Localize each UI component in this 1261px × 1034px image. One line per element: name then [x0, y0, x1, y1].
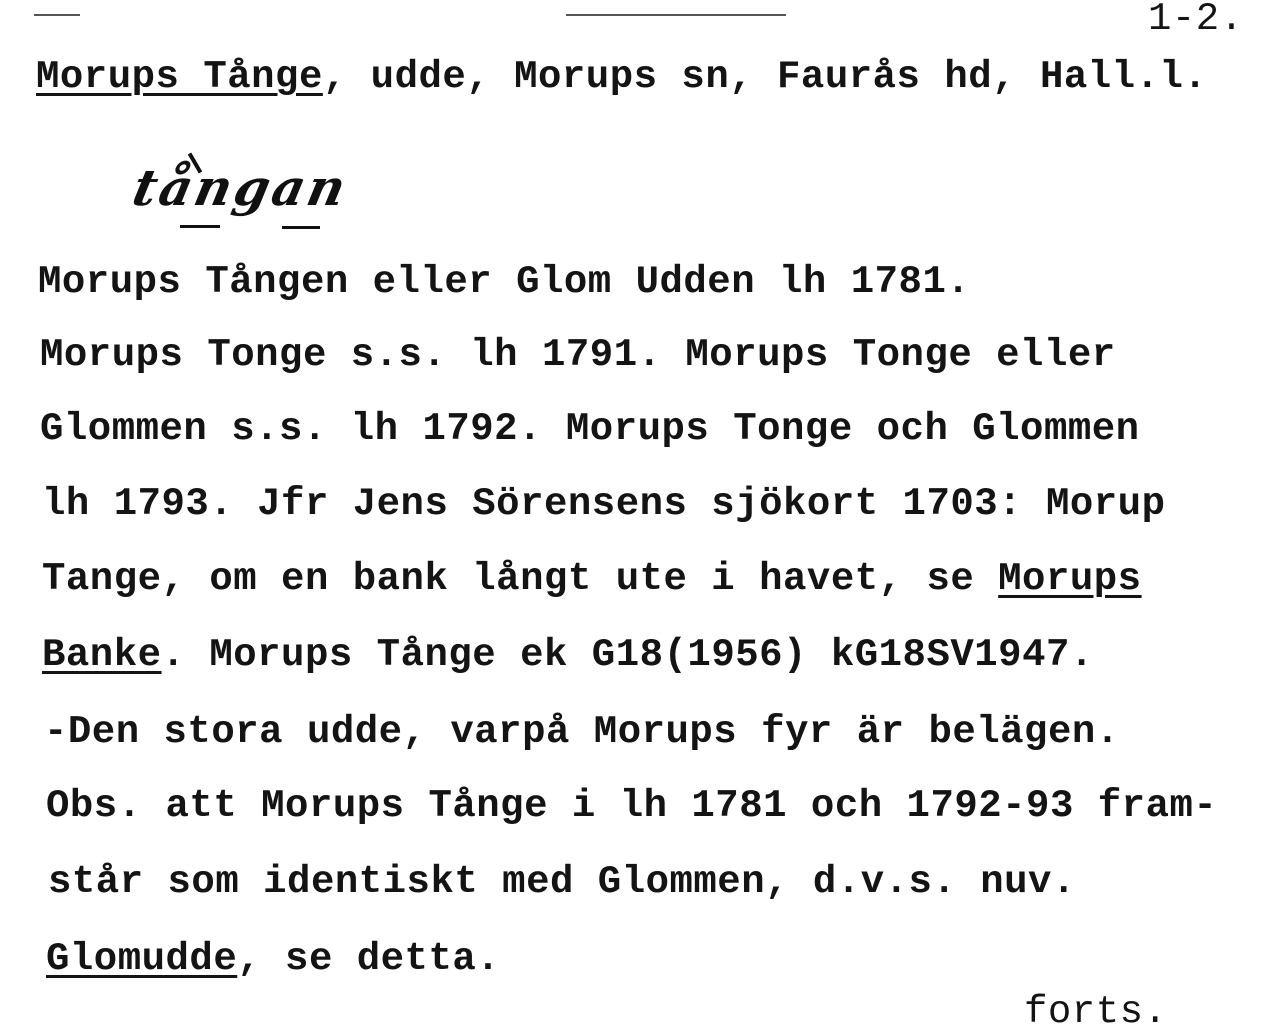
handwritten-pronunciation: tångan: [127, 158, 354, 217]
body-line-10-text: , se detta.: [237, 937, 501, 981]
page-number: 1-2.: [1148, 0, 1244, 41]
top-rule-left: [34, 14, 80, 16]
body-line-5-text: Tange, om en bank långt ute i havet, se: [42, 557, 999, 601]
handwritten-underline-2: [282, 226, 320, 229]
cross-reference-banke: Banke: [42, 633, 162, 677]
body-line-5: [42, 557, 1142, 601]
handwritten-underline-1: [180, 225, 220, 228]
header-line: [36, 55, 1208, 99]
body-line-4: lh 1793. Jfr Jens Sörensens sjökort 1703: Morup: [42, 482, 1166, 526]
body-line-1: Morups Tången eller Glom Udden lh 1781.: [38, 260, 971, 304]
body-line-2: Morups Tonge s.s. lh 1791. Morups Tonge eller: [40, 333, 1116, 377]
cross-reference-glomudde: Glomudde: [46, 937, 238, 981]
body-line-10: [46, 937, 501, 981]
cross-reference-morups: Morups: [998, 557, 1142, 601]
place-description: , udde, Morups sn, Faurås hd, Hall.l.: [322, 55, 1208, 99]
body-line-6: [42, 633, 1094, 677]
body-line-9: står som identiskt med Glommen, d.v.s. nuv.: [48, 860, 1076, 904]
top-rule-right: [566, 14, 786, 16]
place-name: Morups Tånge: [36, 55, 323, 99]
body-line-7: -Den stora udde, varpå Morups fyr är belägen.: [44, 710, 1120, 754]
continuation-note: forts.: [1024, 990, 1168, 1034]
body-line-8: Obs. att Morups Tånge i lh 1781 och 1792-93 fram-: [46, 784, 1218, 828]
body-line-6-text: . Morups Tånge ek G18(1956) kG18SV1947.: [161, 633, 1094, 677]
body-line-3: Glommen s.s. lh 1792. Morups Tonge och Glommen: [40, 407, 1140, 451]
